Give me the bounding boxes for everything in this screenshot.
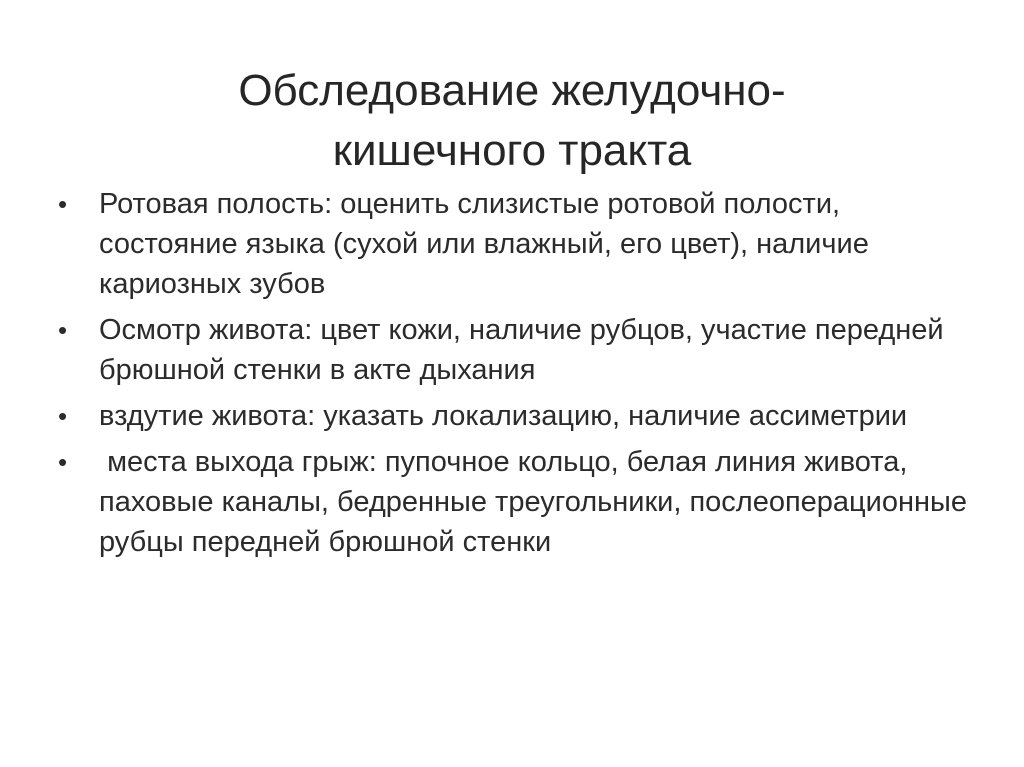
bullet-text: Осмотр живота: цвет кожи, наличие рубцов, участие передней брюшной стенки в акте дыхания bbox=[99, 314, 944, 386]
bullet-icon: • bbox=[58, 315, 68, 345]
bullet-item-bloating bbox=[58, 396, 978, 436]
slide-title-line-1: Обследование желудочно- bbox=[238, 66, 786, 116]
bullet-item-hernia-sites bbox=[58, 442, 978, 562]
bullet-list bbox=[58, 184, 978, 568]
bullet-item-abdomen-exam bbox=[58, 310, 978, 390]
bullet-text: Ротовая полость: оценить слизистые ротовой полости, состояние языка (сухой или влажный, его цвет), наличие кариозных зубов bbox=[99, 188, 869, 300]
bullet-text: места выхода грыж: пупочное кольцо, белая линия живота, паховые каналы, бедренные треугольники, послеоперационные рубцы передней брюшной стенки bbox=[99, 446, 976, 558]
slide-title-line-2: кишечного тракта bbox=[332, 126, 692, 176]
slide-title bbox=[60, 61, 964, 181]
bullet-item-oral-cavity bbox=[58, 184, 978, 304]
bullet-text: вздутие живота: указать локализацию, наличие ассиметрии bbox=[99, 400, 908, 432]
bullet-icon: • bbox=[58, 401, 68, 431]
bullet-icon: • bbox=[58, 189, 68, 219]
bullet-icon: • bbox=[58, 447, 68, 477]
